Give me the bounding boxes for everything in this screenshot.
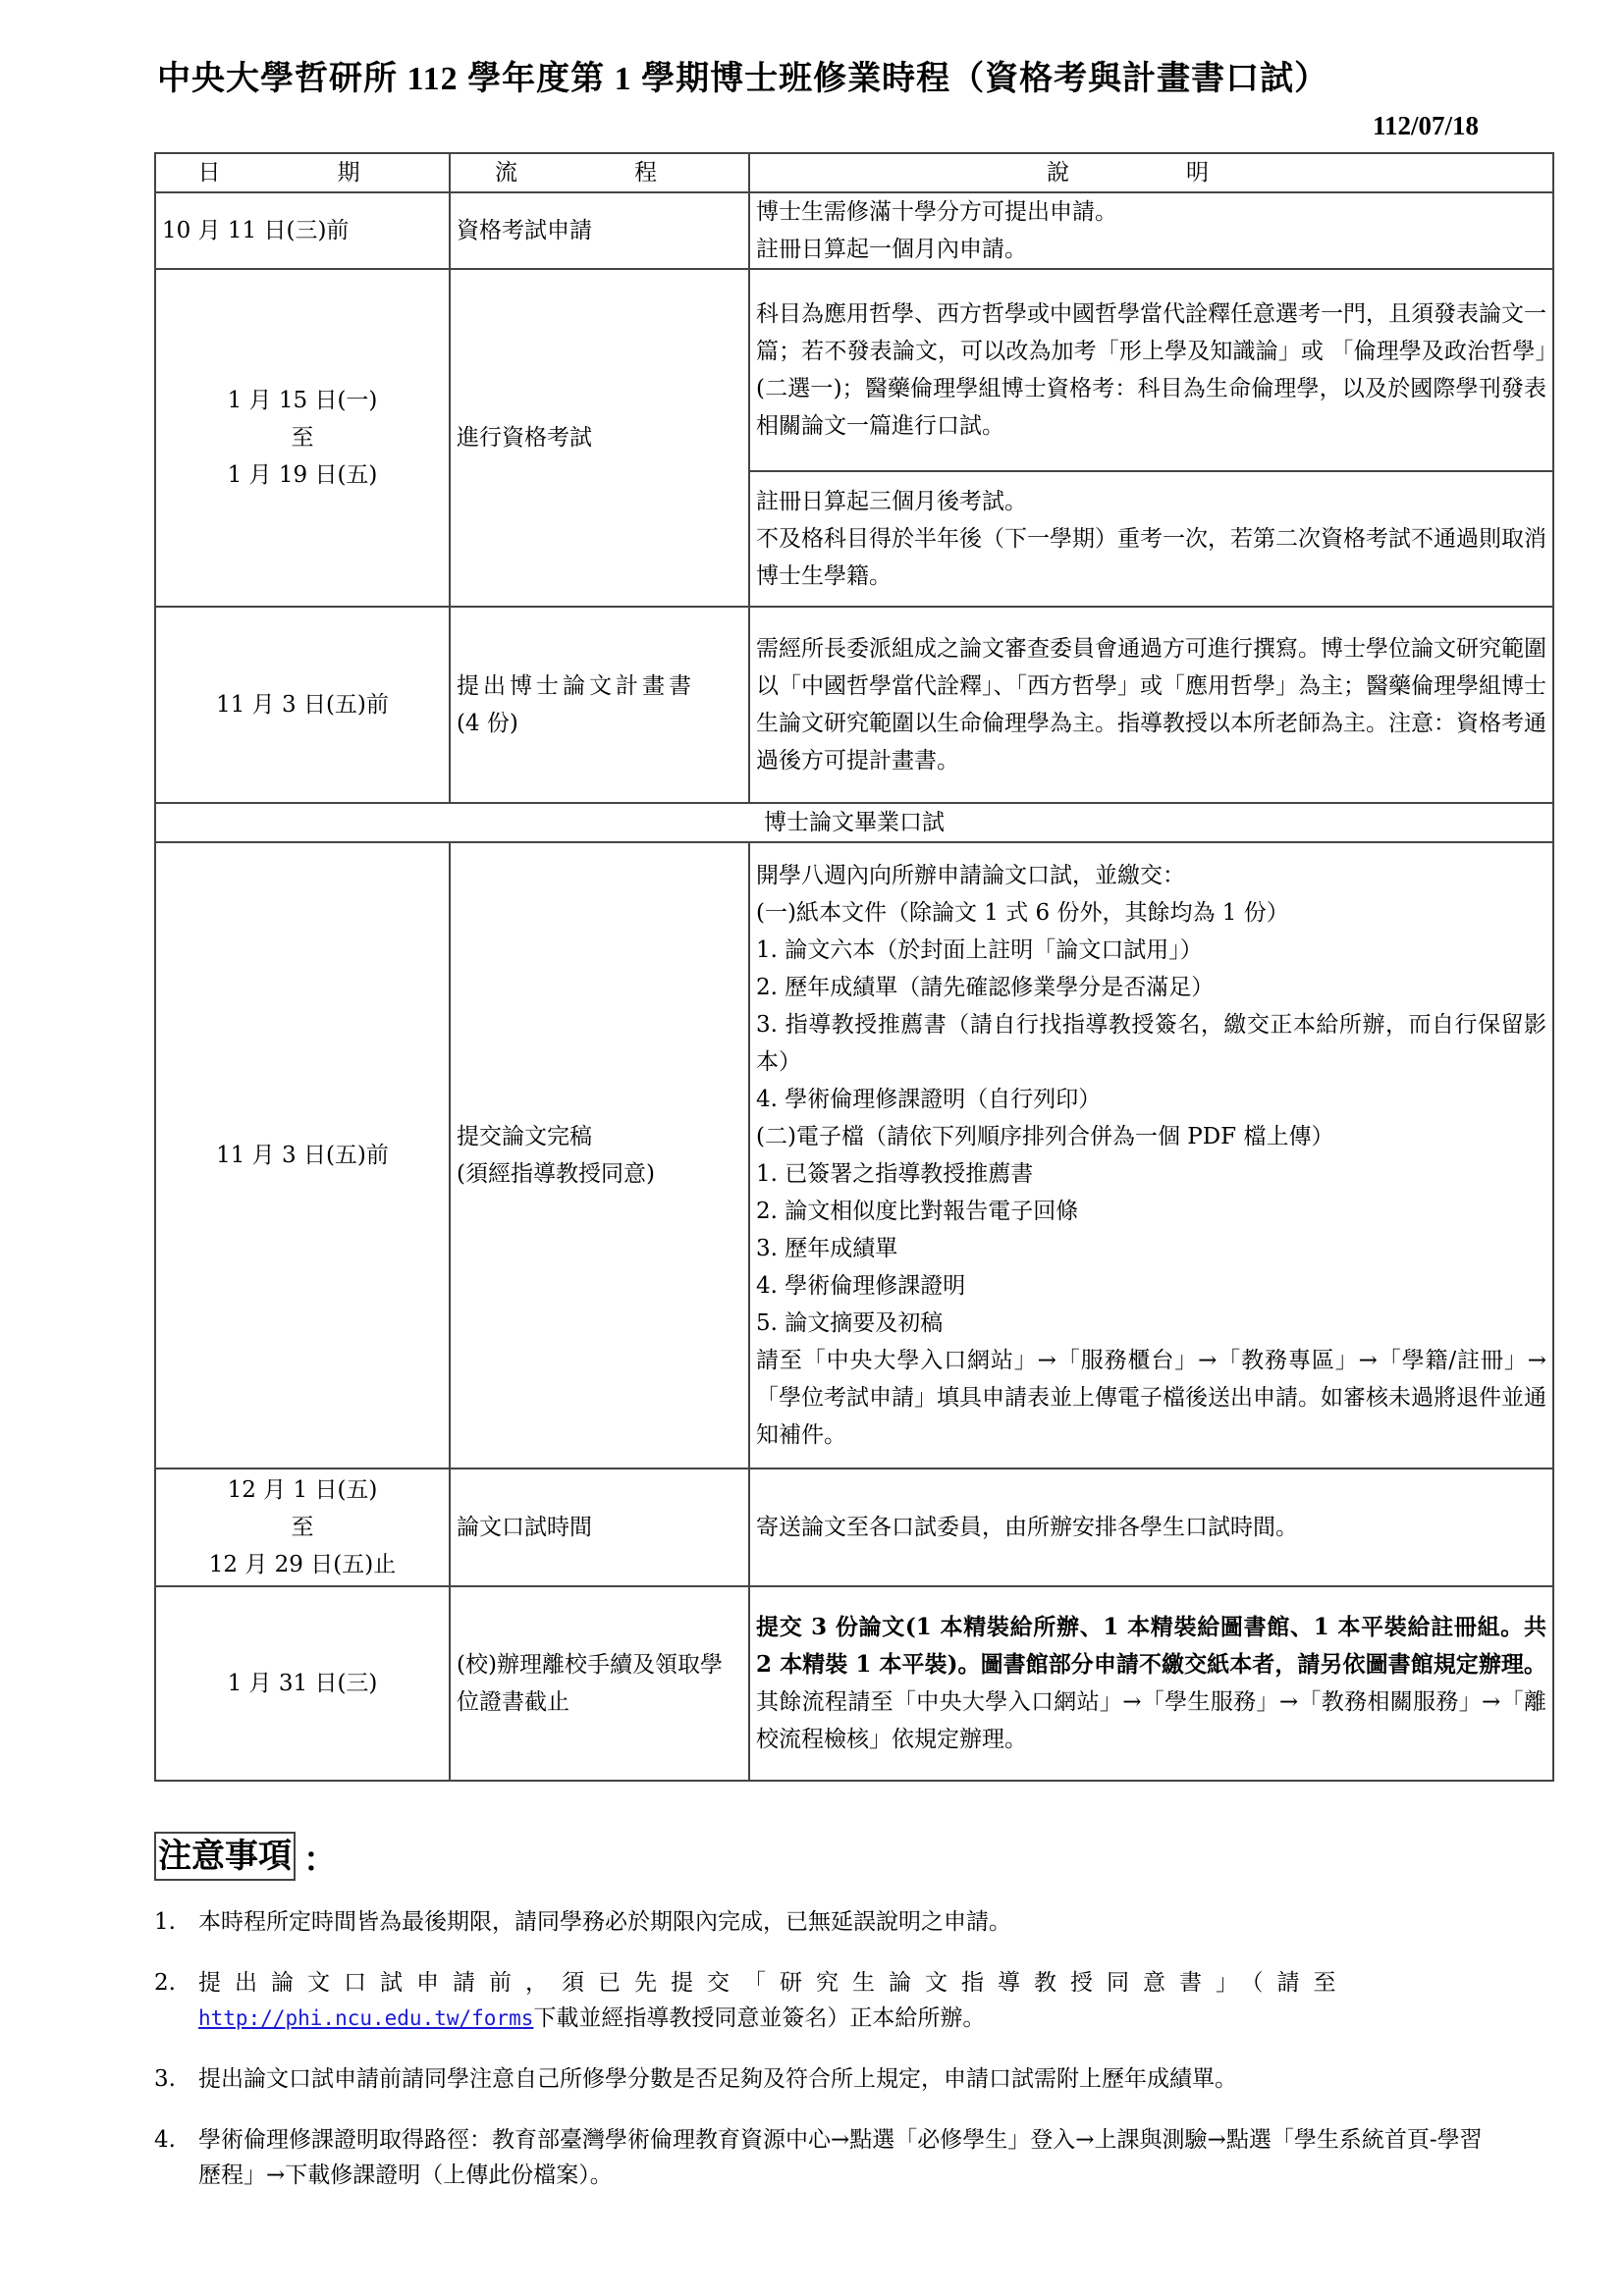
notes-title: 注意事項 — [154, 1832, 296, 1881]
row-date: 1 月 31 日(三) — [155, 1586, 450, 1781]
note-item: 4. 學術倫理修課證明取得路徑：教育部臺灣學術倫理教育資源中心→點選「必修學生」登入→上課與測驗→點選「學生系統首頁-學習歷程」→下載修課證明（上傳此份檔案）。 — [154, 2127, 1483, 2188]
row-description: 寄送論文至各口試委員，由所辦安排各學生口試時間。 — [749, 1468, 1553, 1586]
row-description-subjects: 科目為應用哲學、西方哲學或中國哲學當代詮釋任意選考一門，且須發表論文一篇；若不發表論文，可以改為加考「形上學及知識論」或 「倫理學及政治哲學」(二選一)；醫藥倫理學組博士資格考：科目為生命倫理學，以及於國際學刊發表相關論文一篇進行口試。 — [749, 269, 1553, 471]
forms-link[interactable]: http://phi.ncu.edu.tw/forms — [198, 2006, 534, 2030]
section-header-row — [155, 803, 1553, 842]
table-row — [155, 607, 1553, 803]
row-date: 11 月 3 日(五)前 — [155, 842, 450, 1468]
row-date: 11 月 3 日(五)前 — [155, 607, 450, 803]
row-description-submission: 開學八週內向所辦申請論文口試，並繳交： (一)紙本文件（除論文 1 式 6 份外，其餘均為 1 份） 1. 論文六本（於封面上註明「論文口試用」） 2. 歷年成績單（請先確認修業學分是否滿足） 3. 指導教授推薦書（請自行找指導教授簽名，繳交正本給所辦，而自行保留影本） 4. 學術倫理修課證明（自行列印） (二)電子檔（請依下列順序排列合併為一個 PDF 檔上傳） 1. 已簽署之指導教授推薦書 2. 論文相似度比對報告電子回條 3. 歷年成績單 4. 學術倫理修課證明 5. 論文摘要及初稿 請至「中央大學入口網站」→「服務櫃台」→「教務專區」→「學籍/註冊」→「學位考試申請」填具申請表並上傳電子檔後送出申請。如審核未過將退件並通知補件。 — [749, 842, 1553, 1468]
row-description-rules: 註冊日算起三個月後考試。 不及格科目得於半年後（下一學期）重考一次，若第二次資格考試不通過則取消博士生學籍。 — [749, 471, 1553, 607]
row-process: (校)辦理離校手續及領取學位證書截止 — [450, 1586, 749, 1781]
graduation-process: 其餘流程請至「中央大學入口網站」→「學生服務」→「教務相關服務」→「離校流程檢核」依規定辦理。 — [756, 1689, 1546, 1752]
table-row — [155, 1468, 1553, 1586]
header-date: 日 期 — [155, 153, 450, 192]
header-description: 說 明 — [749, 153, 1553, 192]
section-title: 博士論文畢業口試 — [155, 803, 1553, 842]
table-row — [155, 192, 1553, 269]
document-title: 中央大學哲研所 112 學年度第 1 學期博士班修業時程（資格考與計畫書口試） — [157, 61, 1329, 97]
row-description: 需經所長委派組成之論文審查委員會通過方可進行撰寫。博士學位論文研究範圍以「中國哲學當代詮釋」、「西方哲學」或「應用哲學」為主；醫藥倫理學組博士生論文研究範圍以生命倫理學為主。指導教授以本所老師為主。注意：資格考通過後方可提計畫書。 — [749, 607, 1553, 803]
notes-list — [154, 1904, 1489, 2218]
schedule-table — [154, 152, 1554, 1782]
graduation-requirement-bold: 提交 3 份論文(1 本精裝給所辦、1 本精裝給圖書館、1 本平裝給註冊組。共 2 本精裝 1 本平裝)。圖書館部分申請不繳交紙本者，請另依圖書館規定辦理。 — [756, 1614, 1546, 1678]
header-process: 流 程 — [450, 153, 749, 192]
row-date: 10 月 11 日(三)前 — [155, 192, 450, 269]
notes-header — [154, 1832, 337, 1881]
note-item: 3. 提出論文口試申請前請同學注意自己所修學分數是否足夠及符合所上規定，申請口試需附上歷年成績單。 — [154, 2066, 1237, 2092]
table-row — [155, 269, 1553, 471]
row-process: 進行資格考試 — [450, 269, 749, 607]
row-process: 提出博士論文計畫書 (4 份) — [450, 607, 749, 803]
table-row — [155, 842, 1553, 1468]
row-description: 博士生需修滿十學分方可提出申請。 註冊日算起一個月內申請。 — [749, 192, 1553, 269]
row-date: 1 月 15 日(一) 至 1 月 19 日(五) — [155, 269, 450, 607]
row-description-graduation — [749, 1586, 1553, 1781]
note-item: 2. 提出論文口試申請前，須已先提交「研究生論文指導教授同意書」（請至 http://phi.ncu.edu.tw/forms下載並經指導教授同意並簽名）正本給所辦。 — [154, 1970, 1350, 2031]
row-process: 資格考試申請 — [450, 192, 749, 269]
document-date: 112/07/18 — [1372, 111, 1479, 140]
notes-colon: ： — [303, 1840, 337, 1880]
table-row — [155, 1586, 1553, 1781]
note-item: 1. 本時程所定時間皆為最後期限，請同學務必於期限內完成，已無延誤說明之申請。 — [154, 1909, 1011, 1935]
row-date: 12 月 1 日(五) 至 12 月 29 日(五)止 — [155, 1468, 450, 1586]
row-process: 提交論文完稿 (須經指導教授同意) — [450, 842, 749, 1468]
table-header-row — [155, 153, 1553, 192]
row-process: 論文口試時間 — [450, 1468, 749, 1586]
